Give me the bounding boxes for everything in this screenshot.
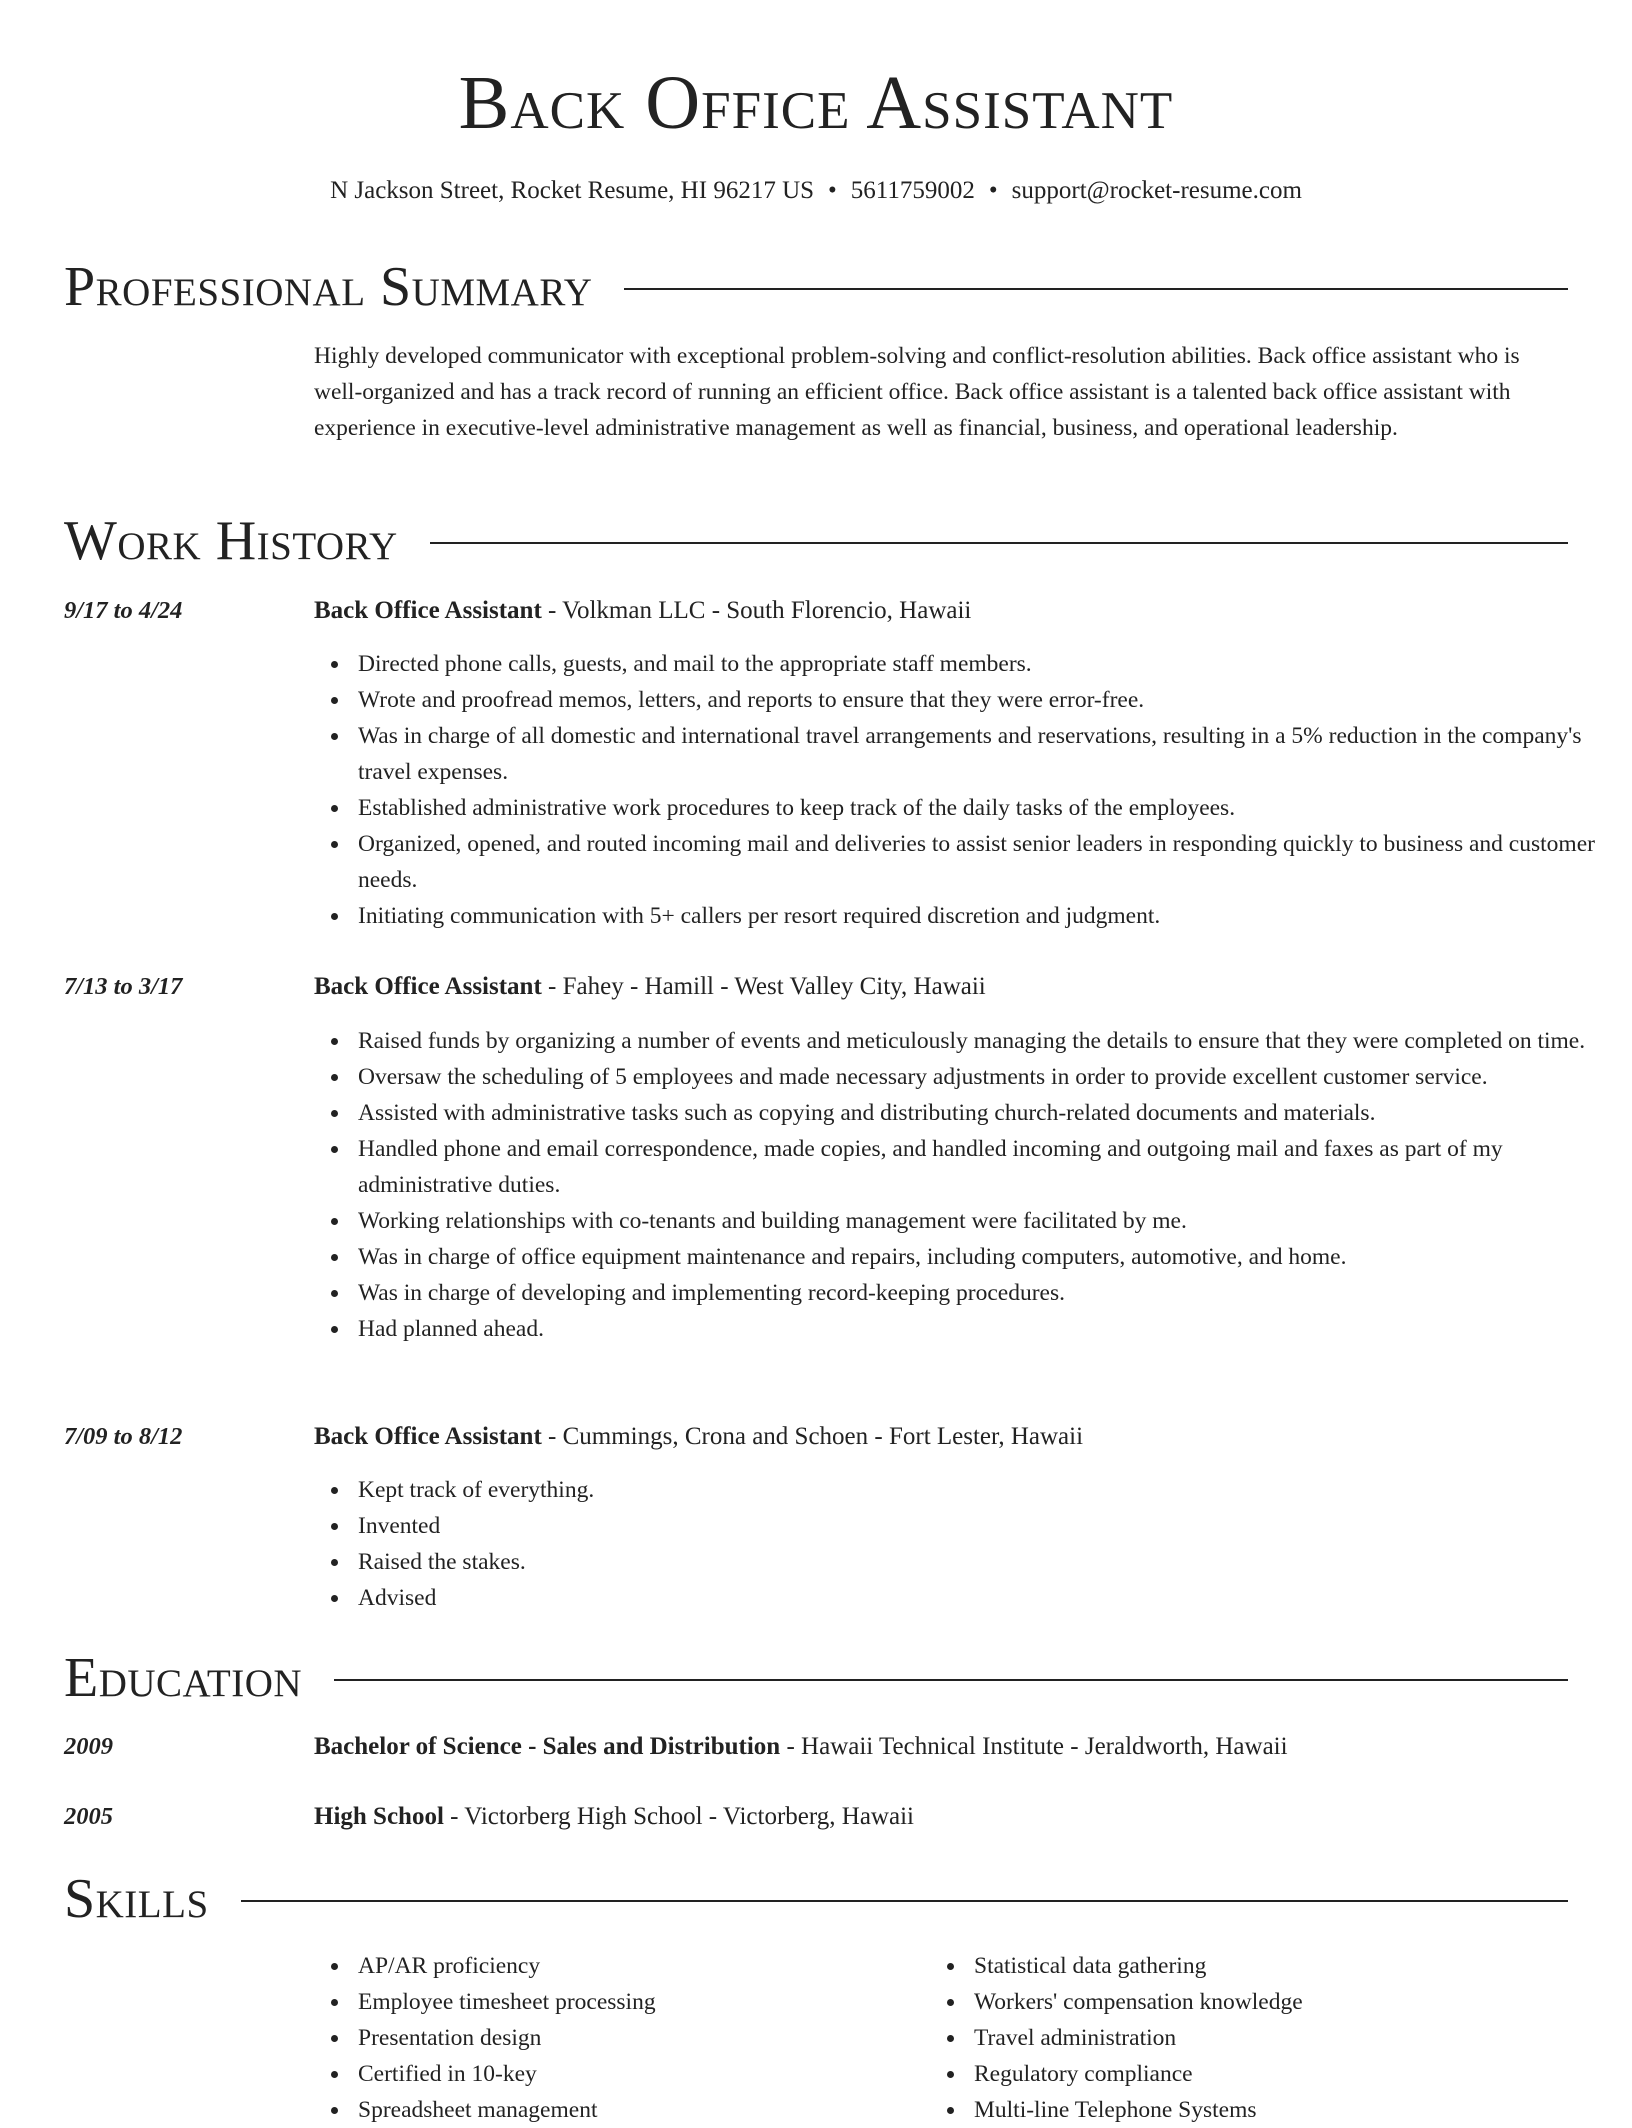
list-item: Wrote and proofread memos, letters, and reports to ensure that they were error-free. xyxy=(358,682,1614,718)
education-details: - Hawaii Technical Institute - Jeraldworth, Hawaii xyxy=(780,1733,1288,1760)
list-item: Initiating communication with 5+ callers per resort required discretion and judgment. xyxy=(358,898,1614,934)
education-degree: High School xyxy=(314,1803,444,1830)
contact-separator: • xyxy=(828,177,837,204)
list-item: Oversaw the scheduling of 5 employees and made necessary adjustments in order to provide excellent customer service. xyxy=(358,1059,1614,1095)
education-heading xyxy=(314,1729,1574,1765)
job-details: - Volkman LLC - South Florencio, Hawaii xyxy=(541,597,972,624)
list-item: Directed phone calls, guests, and mail to the appropriate staff members. xyxy=(358,646,1614,682)
list-item: Advised xyxy=(358,1580,1614,1616)
section-divider xyxy=(334,1679,1568,1681)
list-item: Travel administration xyxy=(974,2020,1534,2056)
job-title: Back Office Assistant xyxy=(314,1423,542,1450)
list-item: Workers' compensation knowledge xyxy=(974,1984,1534,2020)
list-item: Regulatory compliance xyxy=(974,2056,1534,2092)
summary-text: Highly developed communicator with exceptional problem-solving and conflict-resolution abilities. Back office assistant who is well-organized and has a track record of running an efficient office. Back office assistant is a talented back office assistant with experience in executive-level administrative management as well as financial, business, and operational leadership. xyxy=(314,343,1520,441)
list-item: Raised funds by organizing a number of events and meticulously managing the details to ensure that they were completed on time. xyxy=(358,1023,1614,1059)
list-item: Was in charge of all domestic and international travel arrangements and reservations, resulting in a 5% reduction in the company's travel expenses. xyxy=(358,718,1614,790)
education-year: 2009 xyxy=(64,1733,113,1760)
list-item: Was in charge of office equipment maintenance and repairs, including computers, automotive, and home. xyxy=(358,1239,1614,1275)
section-divider xyxy=(241,1900,1568,1902)
list-item: Established administrative work procedures to keep track of the daily tasks of the employees. xyxy=(358,790,1614,826)
section-heading-work-history xyxy=(64,506,1568,576)
job-dates: 9/17 to 4/24 xyxy=(64,597,183,624)
education-details: - Victorberg High School - Victorberg, Hawaii xyxy=(443,1803,914,1830)
list-item: Invented xyxy=(358,1508,1614,1544)
job-details: - Fahey - Hamill - West Valley City, Hawaii xyxy=(541,973,986,1000)
job-heading xyxy=(314,593,1574,629)
section-heading-skills xyxy=(64,1864,1568,1934)
section-title: Education xyxy=(64,1647,303,1709)
job-dates: 7/13 to 3/17 xyxy=(64,973,183,1000)
education-year: 2005 xyxy=(64,1803,113,1830)
list-item: Certified in 10-key xyxy=(358,2056,918,2092)
skills-list-right xyxy=(930,1948,1534,2128)
list-item: Handled phone and email correspondence, made copies, and handled incoming and outgoing mail and faxes as part of my administrative duties. xyxy=(358,1131,1614,1203)
section-title: Work History xyxy=(64,510,398,572)
contact-email: support@rocket-resume.com xyxy=(1011,177,1302,204)
section-divider xyxy=(430,542,1568,544)
contact-phone: 5611759002 xyxy=(850,177,975,204)
list-item: Presentation design xyxy=(358,2020,918,2056)
section-heading-summary xyxy=(64,252,1568,322)
list-item: Multi-line Telephone Systems xyxy=(974,2092,1534,2128)
list-item: Employee timesheet processing xyxy=(358,1984,918,2020)
job-title: Back Office Assistant xyxy=(314,973,542,1000)
job-heading xyxy=(314,969,1574,1005)
section-title: Professional Summary xyxy=(64,256,593,318)
list-item: Organized, opened, and routed incoming mail and deliveries to assist senior leaders in responding quickly to business and customer needs. xyxy=(358,826,1614,898)
skills-list-left xyxy=(314,1948,918,2128)
list-item: Raised the stakes. xyxy=(358,1544,1614,1580)
list-item: Was in charge of developing and implementing record-keeping procedures. xyxy=(358,1275,1614,1311)
contact-separator: • xyxy=(988,177,998,204)
contact-line xyxy=(0,174,1632,208)
education-degree: Bachelor of Science - Sales and Distribution xyxy=(314,1733,781,1760)
list-item: Assisted with administrative tasks such as copying and distributing church-related documents and materials. xyxy=(358,1095,1614,1131)
resume-title: Back Office Assistant xyxy=(458,61,1174,145)
list-item: AP/AR proficiency xyxy=(358,1948,918,1984)
list-item: Spreadsheet management xyxy=(358,2092,918,2128)
job-heading xyxy=(314,1419,1574,1455)
section-title: Skills xyxy=(64,1868,209,1930)
list-item: Had planned ahead. xyxy=(358,1311,1614,1347)
list-item: Statistical data gathering xyxy=(974,1948,1534,1984)
section-heading-education xyxy=(64,1643,1568,1713)
job-title: Back Office Assistant xyxy=(314,597,542,624)
list-item: Kept track of everything. xyxy=(358,1472,1614,1508)
job-dates: 7/09 to 8/12 xyxy=(64,1423,183,1450)
job-details: - Cummings, Crona and Schoen - Fort Lester, Hawaii xyxy=(541,1423,1084,1450)
contact-address: N Jackson Street, Rocket Resume, HI 96217 US xyxy=(330,177,815,204)
job-bullet-list xyxy=(314,1023,1614,1347)
education-heading xyxy=(314,1799,1574,1835)
section-divider xyxy=(624,288,1568,290)
list-item: Working relationships with co-tenants and building management were facilitated by me. xyxy=(358,1203,1614,1239)
job-bullet-list xyxy=(314,1472,1614,1616)
job-bullet-list xyxy=(314,646,1614,934)
